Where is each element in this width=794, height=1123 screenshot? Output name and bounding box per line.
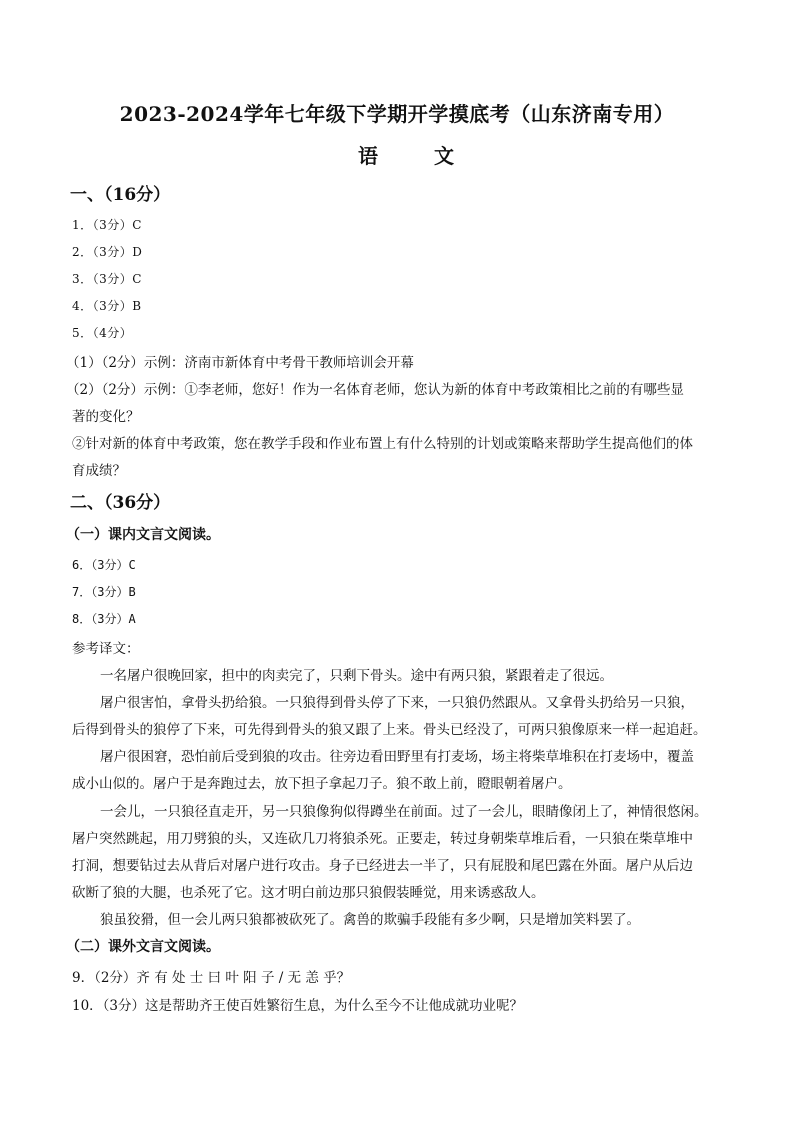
answer-5-part-2-line-4: 育成绩？ bbox=[72, 463, 126, 479]
subsection-heading-1: （一）课内文言文阅读。 bbox=[66, 527, 220, 543]
answer-2: 2．（3分）D bbox=[72, 245, 143, 259]
page-title: 2023-2024学年七年级下学期开学摸底考（山东济南专用） bbox=[119, 102, 675, 126]
translation-line: 一会儿，一只狼径直走开，另一只狼像狗似得蹲坐在前面。过了一会儿，眼睛像闭上了，神情很悠闲。 bbox=[100, 804, 708, 820]
answer-5: 5．（4分） bbox=[72, 326, 133, 340]
translation-line: 打洞，想要钻过去从背后对屠户进行攻击。身子已经进去一半了，只有屁股和尾巴露在外面。屠户从后边 bbox=[72, 858, 693, 874]
translation-line: 砍断了狼的大腿，也杀死了它。这才明白前边那只狼假装睡觉，用来诱惑敌人。 bbox=[72, 885, 545, 901]
subject-title: 语 文 bbox=[358, 144, 472, 168]
answer-9: 9．（2分）齐 有 处 士 曰 叶 阳 子 / 无 恙 乎？ bbox=[72, 970, 351, 986]
translation-line: 成小山似的。屠户于是奔跑过去，放下担子拿起刀子。狼不敢上前，瞪眼朝着屠户。 bbox=[72, 776, 572, 792]
answer-5-part-2-line-3: ②针对新的体育中考政策，您在教学手段和作业布置上有什么特别的计划或策略来帮助学生提高他们的体 bbox=[72, 436, 693, 452]
answer-4: 4．（3分）B bbox=[72, 299, 142, 313]
section-heading-2: 二、（36分） bbox=[70, 493, 171, 513]
reference-translation-label: 参考译文： bbox=[72, 641, 140, 657]
subsection-heading-2: （二）课外文言文阅读。 bbox=[66, 939, 220, 955]
answer-10: 10．（3分）这是帮助齐王使百姓繁衍生息，为什么至今不让他成就功业呢？ bbox=[72, 998, 524, 1014]
answer-3: 3．（3分）C bbox=[72, 272, 142, 286]
translation-line: 一名屠户很晚回家，担中的肉卖完了，只剩下骨头。途中有两只狼，紧跟着走了很远。 bbox=[100, 668, 613, 684]
translation-line: 屠户突然跳起，用刀劈狼的头，又连砍几刀将狼杀死。正要走，转过身朝柴草堆后看，一只狼在柴草堆中 bbox=[72, 831, 693, 847]
answer-7: 7．（3分）B bbox=[72, 585, 136, 599]
translation-line: 屠户很困窘，恐怕前后受到狼的攻击。往旁边看田野里有打麦场，场主将柴草堆积在打麦场中，覆盖 bbox=[100, 749, 694, 765]
answer-5-part-2-line-2: 著的变化？ bbox=[72, 409, 140, 425]
answer-5-part-2-line-1: （2）（2分）示例：①李老师，您好！作为一名体育老师，您认为新的体育中考政策相比之前的有哪些显 bbox=[66, 382, 684, 398]
translation-line: 狼虽狡猾，但一会儿两只狼都被砍死了。禽兽的欺骗手段能有多少啊，只是增加笑料罢了。 bbox=[100, 912, 640, 928]
translation-line: 后得到骨头的狼停了下来，可先得到骨头的狼又跟了上来。骨头已经没了，可两只狼像原来一样一起追赶。 bbox=[72, 722, 707, 738]
answer-5-part-1: （1）（2分）示例：济南市新体育中考骨干教师培训会开幕 bbox=[66, 355, 414, 371]
answer-8: 8．（3分）A bbox=[72, 612, 136, 626]
translation-line: 屠户很害怕，拿骨头扔给狼。一只狼得到骨头停了下来，一只狼仍然跟从。又拿骨头扔给另一只狼， bbox=[100, 695, 694, 711]
section-heading-1: 一、（16分） bbox=[70, 185, 171, 205]
answer-1: 1．（3分）C bbox=[72, 218, 142, 232]
answer-6: 6．（3分）C bbox=[72, 558, 136, 572]
